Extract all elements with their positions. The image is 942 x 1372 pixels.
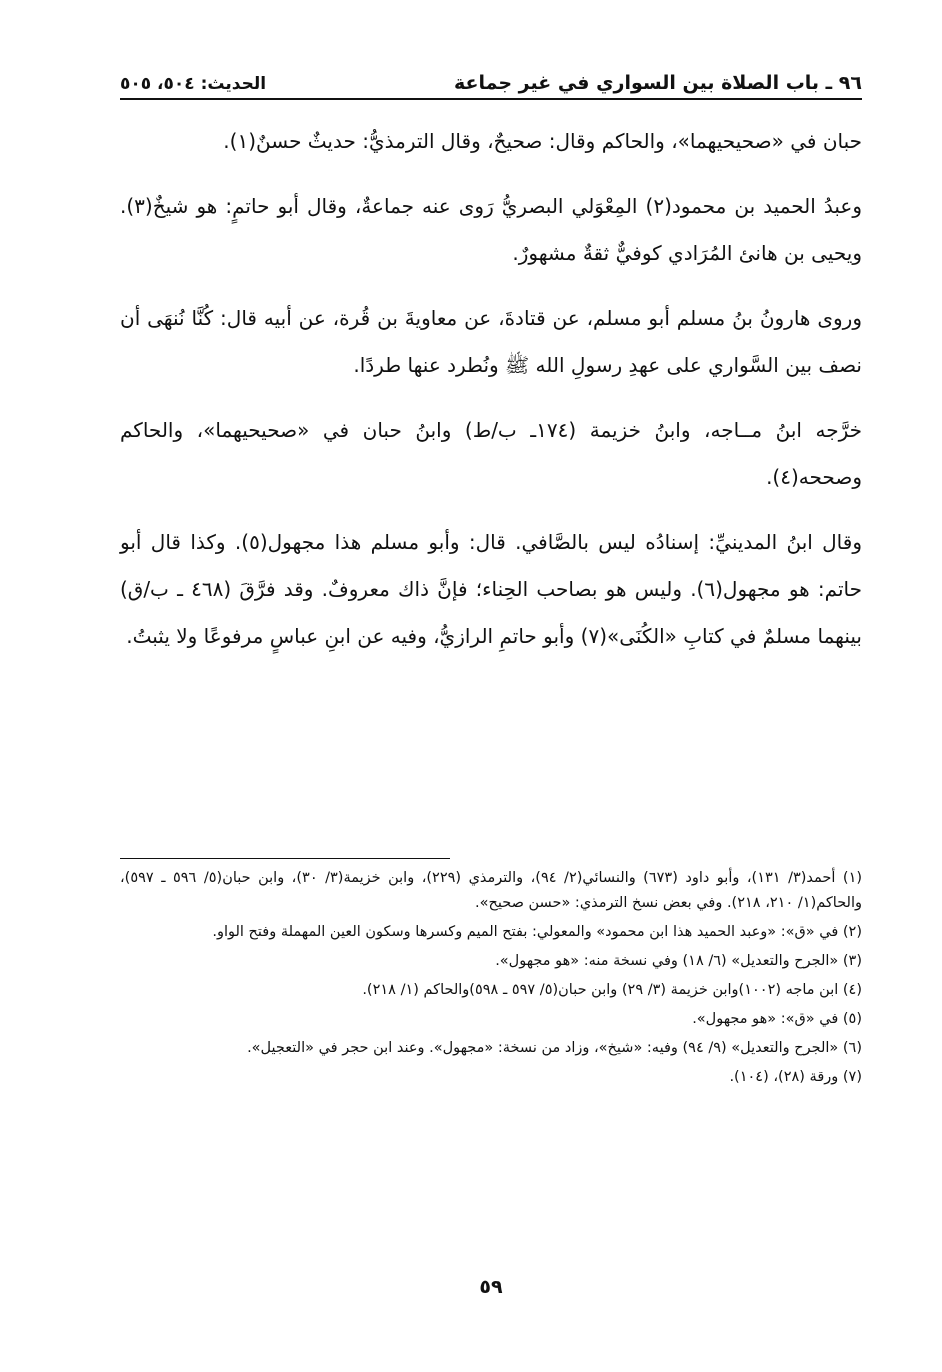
footnote-rule [120, 858, 450, 859]
paragraph [120, 183, 862, 277]
footnote: (٣) «الجرح والتعديل» (٦/ ١٨) وفي نسخة منه: «هو مجهول». [495, 953, 862, 969]
footnotes [120, 866, 862, 1094]
paragraph-text: وعبدُ الحميد بن محمود(٢) المِعْوَلي البصريُّ رَوى عنه جماعةٌ، وقال أبو حاتمٍ: هو شيخٌ(٣). ويحيى بن هانئ المُرَادي كوفيٌّ ثقةٌ مشهورٌ. [120, 194, 862, 265]
paragraph-text: حبان في «صحيحيهما»، والحاكم وقال: صحيحٌ، وقال الترمذيُّ: حديثٌ حسنٌ(١). [223, 129, 862, 153]
hadith-numbers: الحديث: ٥٠٤، ٥٠٥ [120, 74, 267, 94]
footnote: (١) أحمد(٣/ ١٣١)، وأبو داود (٦٧٣) والنسائي(٢/ ٩٤)، والترمذي (٢٢٩)، وابن خزيمة(٣/ ٣٠)، وابن حبان(٥/ ٥٩٦ ـ ٥٩٧)، والحاكم(١/ ٢١٠، ٢١٨). وفي بعض نسخ الترمذي: «حسن صحيح». [120, 870, 863, 911]
footnote: (٥) في «ق»: «هو مجهول». [692, 1011, 862, 1027]
book-page [120, 58, 862, 1338]
paragraph [120, 295, 862, 389]
header-rule [120, 98, 862, 100]
paragraph [120, 118, 862, 165]
footnote: (٦) «الجرح والتعديل» (٩/ ٩٤) وفيه: «شيخ»، وزاد من نسخة: «مجهول». وعند ابن حجر في «التعجيل». [247, 1040, 862, 1056]
page-number: ٥٩ [479, 1276, 503, 1298]
paragraph [120, 519, 862, 660]
footnote: (٧) ورقة (٢٨)، (١٠٤). [729, 1069, 862, 1085]
footnote: (٢) في «ق»: «وعبد الحميد هذا ابن محمود» والمعولي: بفتح الميم وكسرها وسكون العين المهملة وفتح الواو. [212, 924, 862, 940]
paragraph [120, 407, 862, 501]
paragraph-text: وروى هارونُ بنُ مسلم أبو مسلم، عن قتادةَ، عن معاويةَ بن قُرة، عن أبيه قال: كُنَّا نُنهَى أن نصف بين السَّواري على عهدِ رسولِ الله ﷺ ونُطرد عنها طردًا. [120, 306, 862, 377]
main-text [120, 118, 862, 678]
chapter-title: ٩٦ ـ باب الصلاة بين السواري في غير جماعة [453, 72, 862, 94]
paragraph-text: وقال ابنُ المدينيِّ: إسنادُه ليس بالصَّافي. قال: وأبو مسلم هذا مجهول(٥). وكذا قال أبو حاتم: هو مجهول(٦). وليس هو بصاحب الحِناء؛ فإنَّ ذاك معروفٌ. وقد فرَّقَ (٤٦٨ ـ ب/ق) بينهما مسلمٌ في كتابِ «الكُنَى»(٧) وأبو حاتمِ الرازيُّ، وفيه عن ابنِ عباسٍ مرفوعًا ولا يثبتُ. [120, 530, 862, 648]
paragraph-text: خرَّجه ابنُ مــاجه، وابنُ خزيمة (١٧٤ـ ب/ط) وابنُ حبان في «صحيحيهما»، والحاكم وصححه(٤). [120, 418, 863, 489]
running-header [120, 58, 862, 94]
footnote: (٤) ابن ماجه (١٠٠٢)وابن خزيمة (٣/ ٢٩) وابن حبان(٥/ ٥٩٧ ـ ٥٩٨)والحاكم (١/ ٢١٨). [362, 982, 862, 998]
